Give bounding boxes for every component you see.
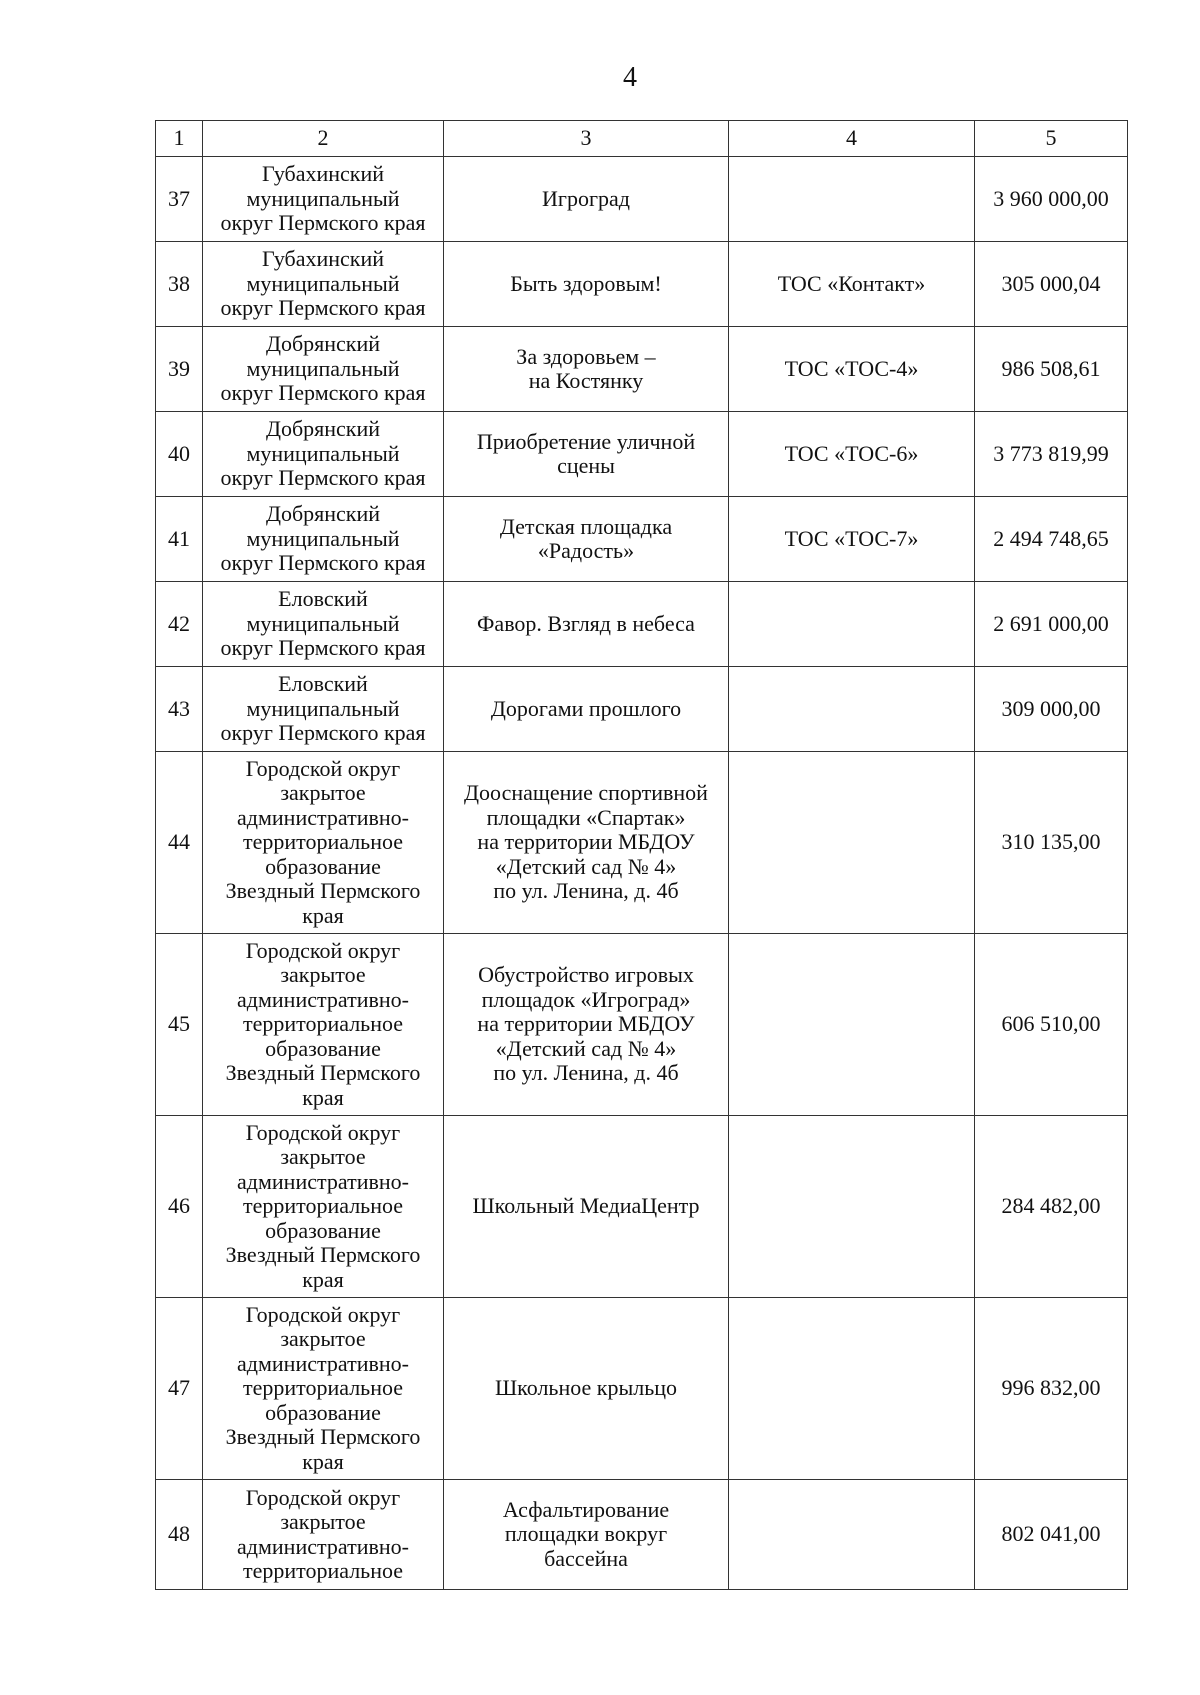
project-cell: Школьное крыльцо (444, 1298, 729, 1480)
table-row (156, 157, 1128, 242)
table-row (156, 1480, 1128, 1590)
territory-cell: Городской округ закрытое административно- территориальное образование Звездный Пермского края (203, 1116, 444, 1298)
page-number: 4 (623, 62, 637, 93)
amount-cell: 606 510,00 (975, 934, 1128, 1116)
column-header: 1 (156, 121, 203, 157)
amount-cell: 986 508,61 (975, 327, 1128, 412)
table-row (156, 582, 1128, 667)
tos-cell: ТОС «ТОС-7» (729, 497, 975, 582)
project-cell: Детская площадка «Радость» (444, 497, 729, 582)
territory-cell: Губахинский муниципальный округ Пермского края (203, 242, 444, 327)
amount-cell: 284 482,00 (975, 1116, 1128, 1298)
row-number: 43 (156, 667, 203, 752)
tos-cell (729, 667, 975, 752)
table-row (156, 752, 1128, 934)
project-cell: Фавор. Взгляд в небеса (444, 582, 729, 667)
row-number: 45 (156, 934, 203, 1116)
row-number: 44 (156, 752, 203, 934)
amount-cell: 305 000,04 (975, 242, 1128, 327)
amount-cell: 309 000,00 (975, 667, 1128, 752)
table-row (156, 412, 1128, 497)
project-cell: Асфальтирование площадки вокруг бассейна (444, 1480, 729, 1590)
project-cell: Обустройство игровых площадок «Игроград» на территории МБДОУ «Детский сад № 4» по ул. Ленина, д. 4б (444, 934, 729, 1116)
row-number: 37 (156, 157, 203, 242)
tos-cell: ТОС «Контакт» (729, 242, 975, 327)
grants-table (155, 120, 1128, 1590)
territory-cell: Городской округ закрытое административно- территориальное (203, 1480, 444, 1590)
project-cell: Игроград (444, 157, 729, 242)
row-number: 48 (156, 1480, 203, 1590)
territory-cell: Еловский муниципальный округ Пермского края (203, 667, 444, 752)
row-number: 38 (156, 242, 203, 327)
row-number: 46 (156, 1116, 203, 1298)
tos-cell (729, 934, 975, 1116)
tos-cell (729, 1298, 975, 1480)
project-cell: Быть здоровым! (444, 242, 729, 327)
table-row (156, 1116, 1128, 1298)
column-header: 5 (975, 121, 1128, 157)
amount-cell: 3 773 819,99 (975, 412, 1128, 497)
territory-cell: Добрянский муниципальный округ Пермского края (203, 327, 444, 412)
amount-cell: 2 691 000,00 (975, 582, 1128, 667)
project-cell: Дооснащение спортивной площадки «Спартак» на территории МБДОУ «Детский сад № 4» по ул. Ленина, д. 4б (444, 752, 729, 934)
tos-cell (729, 1480, 975, 1590)
tos-cell (729, 582, 975, 667)
tos-cell: ТОС «ТОС-6» (729, 412, 975, 497)
header-row (156, 121, 1128, 157)
column-header: 2 (203, 121, 444, 157)
column-header: 4 (729, 121, 975, 157)
territory-cell: Добрянский муниципальный округ Пермского края (203, 497, 444, 582)
amount-cell: 996 832,00 (975, 1298, 1128, 1480)
table-row (156, 1298, 1128, 1480)
project-cell: Приобретение уличной сцены (444, 412, 729, 497)
amount-cell: 3 960 000,00 (975, 157, 1128, 242)
table-row (156, 934, 1128, 1116)
column-header: 3 (444, 121, 729, 157)
row-number: 47 (156, 1298, 203, 1480)
table-row (156, 242, 1128, 327)
row-number: 39 (156, 327, 203, 412)
territory-cell: Городской округ закрытое административно- территориальное образование Звездный Пермского края (203, 934, 444, 1116)
row-number: 40 (156, 412, 203, 497)
amount-cell: 2 494 748,65 (975, 497, 1128, 582)
row-number: 42 (156, 582, 203, 667)
territory-cell: Городской округ закрытое административно- территориальное образование Звездный Пермского края (203, 1298, 444, 1480)
tos-cell: ТОС «ТОС-4» (729, 327, 975, 412)
territory-cell: Губахинский муниципальный округ Пермского края (203, 157, 444, 242)
table-row (156, 667, 1128, 752)
project-cell: За здоровьем – на Костянку (444, 327, 729, 412)
territory-cell: Добрянский муниципальный округ Пермского края (203, 412, 444, 497)
tos-cell (729, 157, 975, 242)
territory-cell: Городской округ закрытое административно- территориальное образование Звездный Пермского края (203, 752, 444, 934)
table-row (156, 327, 1128, 412)
tos-cell (729, 1116, 975, 1298)
project-cell: Школьный МедиаЦентр (444, 1116, 729, 1298)
amount-cell: 802 041,00 (975, 1480, 1128, 1590)
table-row (156, 497, 1128, 582)
row-number: 41 (156, 497, 203, 582)
tos-cell (729, 752, 975, 934)
amount-cell: 310 135,00 (975, 752, 1128, 934)
project-cell: Дорогами прошлого (444, 667, 729, 752)
territory-cell: Еловский муниципальный округ Пермского края (203, 582, 444, 667)
